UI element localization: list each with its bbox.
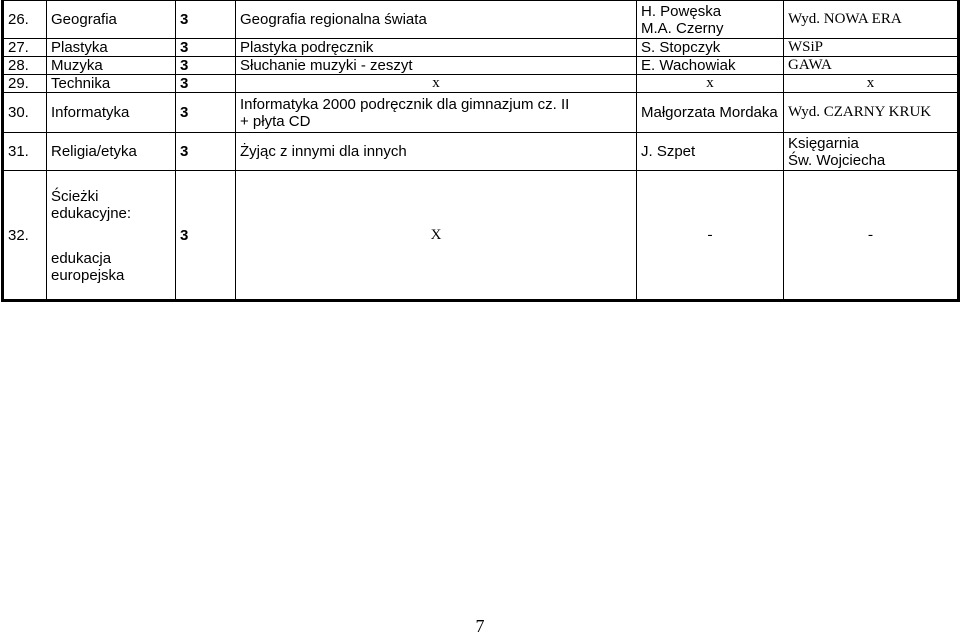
author-line: M.A. Czerny [641, 19, 724, 37]
hours-cell: 3 [176, 1, 236, 39]
subject-cell: Technika [47, 75, 176, 93]
hours-cell: 3 [176, 133, 236, 171]
row-number: 26. [3, 1, 47, 39]
subject-cell: Informatyka [47, 93, 176, 133]
author-cell: x [637, 75, 784, 93]
hours-cell: 3 [176, 39, 236, 57]
publisher-cell: WSiP [784, 39, 959, 57]
title-cell: Geografia regionalna świata [236, 1, 637, 39]
subject-name: edukacja europejska [51, 250, 125, 284]
subject-header: Ścieżki edukacyjne: [51, 188, 132, 222]
subject-cell [47, 171, 176, 301]
document-page [0, 0, 960, 305]
title-cell: X [236, 171, 637, 301]
subject-cell: Religia/etyka [47, 133, 176, 171]
table-row [3, 57, 959, 75]
title-cell: Plastyka podręcznik [236, 39, 637, 57]
hours-cell: 3 [176, 75, 236, 93]
hours-cell: 3 [176, 93, 236, 133]
title-cell: Żyjąc z innymi dla innych [236, 133, 637, 171]
title-line: + płyta CD [240, 112, 311, 130]
page-number: 7 [475, 616, 485, 636]
author-cell: - [637, 171, 784, 301]
publisher-cell: - [784, 171, 959, 301]
row-number: 31. [3, 133, 47, 171]
row-number: 27. [3, 39, 47, 57]
hours-cell: 3 [176, 171, 236, 301]
publisher-line: Księgarnia [788, 134, 859, 152]
table-row [3, 75, 959, 93]
textbook-table [1, 0, 960, 302]
publisher-line: Św. Wojciecha [788, 151, 886, 169]
subject-cell: Geografia [47, 1, 176, 39]
author-cell [637, 1, 784, 39]
title-cell [236, 93, 637, 133]
row-number: 28. [3, 57, 47, 75]
publisher-cell: Wyd. CZARNY KRUK [784, 93, 959, 133]
publisher-cell [784, 133, 959, 171]
table-row [3, 133, 959, 171]
table-row [3, 93, 959, 133]
subject-cell: Plastyka [47, 39, 176, 57]
publisher-cell: x [784, 75, 959, 93]
publisher-cell: Wyd. NOWA ERA [784, 1, 959, 39]
row-number: 32. [3, 171, 47, 301]
author-cell: J. Szpet [637, 133, 784, 171]
author-line: H. Powęska [641, 2, 722, 20]
title-cell: x [236, 75, 637, 93]
author-cell: S. Stopczyk [637, 39, 784, 57]
subject-cell: Muzyka [47, 57, 176, 75]
author-cell: E. Wachowiak [637, 57, 784, 75]
publisher-cell: GAWA [784, 57, 959, 75]
row-number: 29. [3, 75, 47, 93]
title-cell: Słuchanie muzyki - zeszyt [236, 57, 637, 75]
table-row [3, 171, 959, 301]
table-row [3, 39, 959, 57]
title-line: Informatyka 2000 podręcznik dla gimnazjum cz. II [240, 95, 570, 113]
table-row [3, 1, 959, 39]
hours-cell: 3 [176, 57, 236, 75]
author-cell: Małgorzata Mordaka [637, 93, 784, 133]
row-number: 30. [3, 93, 47, 133]
